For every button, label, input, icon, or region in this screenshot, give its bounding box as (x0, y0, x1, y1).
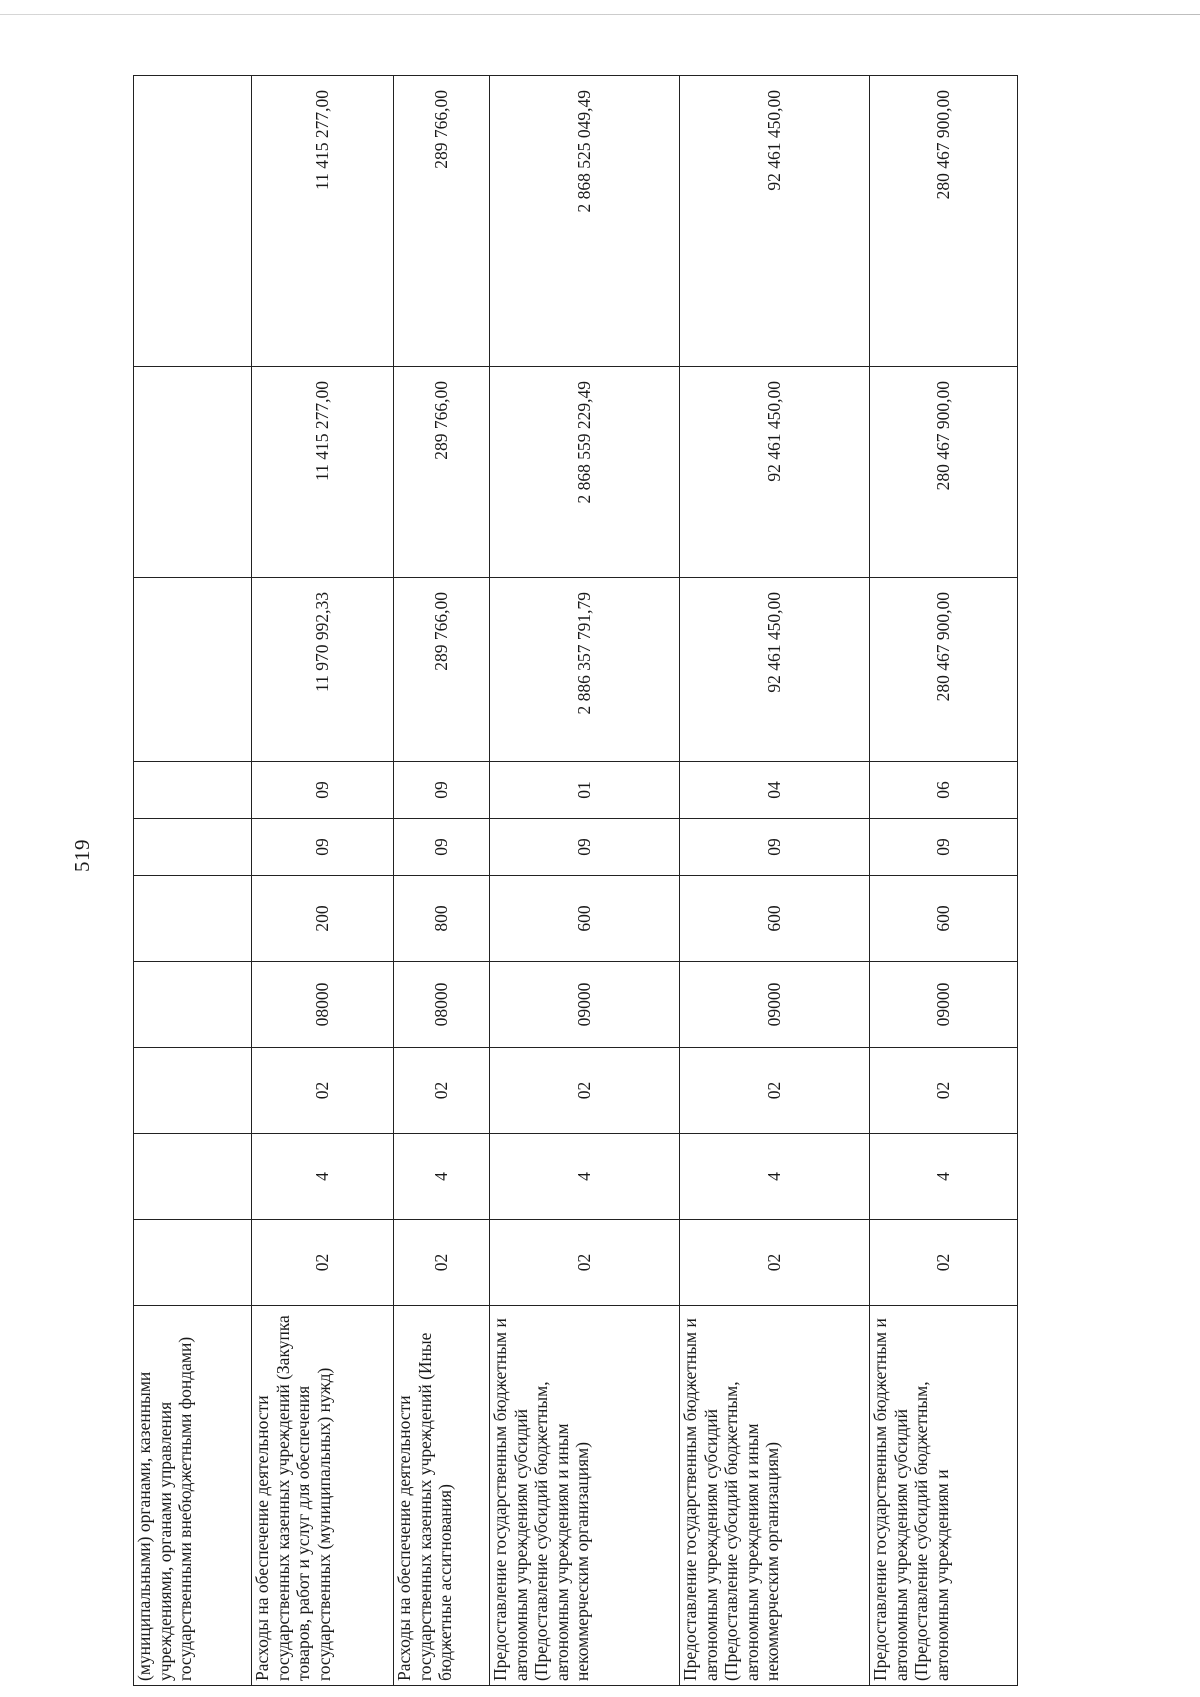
code-cell: 02 (490, 1048, 680, 1134)
rotated-table-container (133, 76, 1017, 1686)
code-cell: 02 (870, 1048, 1018, 1134)
code-cell: 09 (680, 819, 870, 876)
code-cell: 02 (394, 1220, 490, 1306)
code-cell: 02 (680, 1048, 870, 1134)
code-cell: 4 (680, 1134, 870, 1220)
code-cell (134, 762, 252, 819)
table-row (252, 76, 394, 1686)
amount-cell: 11 970 992,33 (252, 578, 394, 762)
code-cell: 09 (394, 762, 490, 819)
amount-cell: 2 868 525 049,49 (490, 76, 680, 367)
code-cell: 09000 (870, 962, 1018, 1048)
amount-cell: 289 766,00 (394, 76, 490, 367)
code-cell: 09000 (680, 962, 870, 1048)
code-cell: 600 (680, 876, 870, 962)
code-cell: 600 (490, 876, 680, 962)
code-cell: 600 (870, 876, 1018, 962)
code-cell: 200 (252, 876, 394, 962)
expense-name-cell: Предоставление государственным бюджетным и автономным учреждениям субсидий (Предоставление субсидий бюджетным, автономным учреждениям и иным некоммерческим организациям) (490, 1306, 680, 1686)
code-cell: 04 (680, 762, 870, 819)
amount-cell: 280 467 900,00 (870, 578, 1018, 762)
code-cell: 02 (394, 1048, 490, 1134)
code-cell (134, 1134, 252, 1220)
code-cell: 09 (252, 762, 394, 819)
table-row (490, 76, 680, 1686)
page-number: 519 (70, 839, 94, 872)
amount-cell: 92 461 450,00 (680, 578, 870, 762)
expense-name-cell: Расходы на обеспечение деятельности государственных казенных учреждений (Иные бюджетные ассигнования) (394, 1306, 490, 1686)
code-cell: 09 (870, 819, 1018, 876)
amount-cell (134, 578, 252, 762)
code-cell: 800 (394, 876, 490, 962)
scan-edge-line (0, 14, 1200, 15)
code-cell: 08000 (252, 962, 394, 1048)
code-cell: 08000 (394, 962, 490, 1048)
amount-cell: 11 415 277,00 (252, 76, 394, 367)
code-cell (134, 1048, 252, 1134)
amount-cell: 289 766,00 (394, 367, 490, 578)
code-cell: 02 (680, 1220, 870, 1306)
code-cell (134, 876, 252, 962)
amount-cell (134, 367, 252, 578)
code-cell: 02 (490, 1220, 680, 1306)
code-cell: 4 (252, 1134, 394, 1220)
expense-name-cell: Расходы на обеспечение деятельности государственных казенных учреждений (Закупка товаров, работ и услуг для обеспечения государственных (муниципальных) нужд) (252, 1306, 394, 1686)
expense-name-cell: (муниципальными) органами, казенными учреждениями, органами управления государственными внебюджетными фондами) (134, 1306, 252, 1686)
code-cell: 02 (252, 1048, 394, 1134)
amount-cell: 2 868 559 229,49 (490, 367, 680, 578)
code-cell (134, 1220, 252, 1306)
code-cell (134, 819, 252, 876)
code-cell: 4 (870, 1134, 1018, 1220)
amount-cell: 92 461 450,00 (680, 367, 870, 578)
code-cell: 02 (870, 1220, 1018, 1306)
amount-cell: 280 467 900,00 (870, 76, 1018, 367)
code-cell (134, 962, 252, 1048)
code-cell: 02 (252, 1220, 394, 1306)
amount-cell: 2 886 357 791,79 (490, 578, 680, 762)
amount-cell: 280 467 900,00 (870, 367, 1018, 578)
code-cell: 4 (394, 1134, 490, 1220)
expense-name-cell: Предоставление государственным бюджетным и автономным учреждениям субсидий (Предоставление субсидий бюджетным, автономным учреждениям и (870, 1306, 1018, 1686)
code-cell: 06 (870, 762, 1018, 819)
code-cell: 09 (394, 819, 490, 876)
code-cell: 01 (490, 762, 680, 819)
table-row (680, 76, 870, 1686)
table-row (870, 76, 1018, 1686)
budget-table (133, 75, 1018, 1686)
code-cell: 09 (252, 819, 394, 876)
amount-cell: 289 766,00 (394, 578, 490, 762)
code-cell: 09000 (490, 962, 680, 1048)
table-row (394, 76, 490, 1686)
code-cell: 4 (490, 1134, 680, 1220)
expense-name-cell: Предоставление государственным бюджетным и автономным учреждениям субсидий (Предоставление субсидий бюджетным, автономным учреждениям и иным некоммерческим организациям) (680, 1306, 870, 1686)
amount-cell: 11 415 277,00 (252, 367, 394, 578)
table-row (134, 76, 252, 1686)
amount-cell (134, 76, 252, 367)
amount-cell: 92 461 450,00 (680, 76, 870, 367)
code-cell: 09 (490, 819, 680, 876)
